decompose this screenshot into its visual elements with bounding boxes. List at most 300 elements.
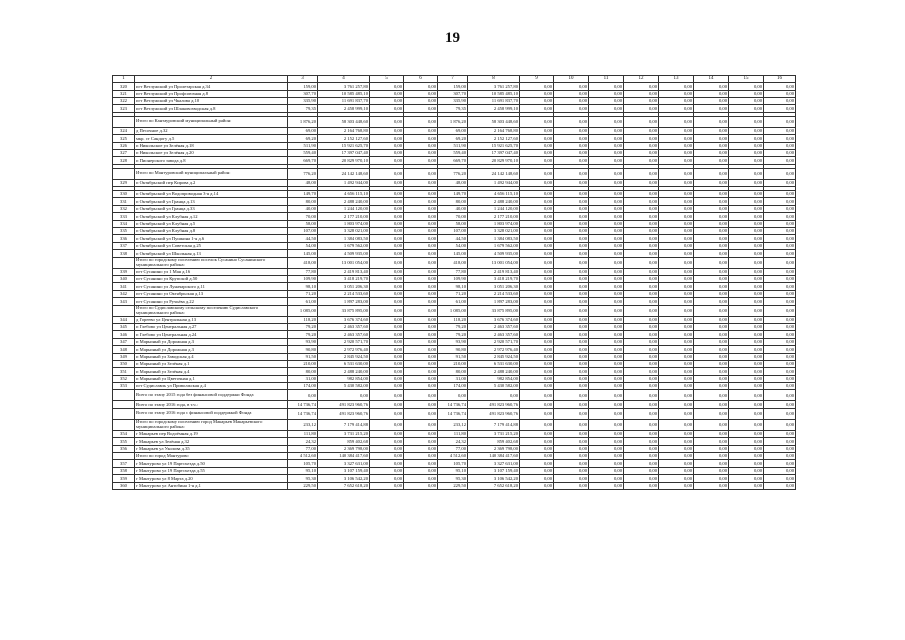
value-cell: 0,00	[370, 438, 404, 445]
value-cell: 0,00	[370, 242, 404, 249]
value-cell: 0,00	[729, 360, 764, 367]
value-cell: 2 458 999,10	[318, 105, 370, 112]
value-cell: 2 845 924,50	[468, 353, 520, 360]
address-cell: п Марьиный ул Дорожная д.3	[135, 346, 288, 353]
table-row	[113, 368, 796, 375]
value-cell: 0,00	[520, 360, 554, 367]
row-number: 360	[113, 482, 135, 489]
value-cell: 0,00	[624, 445, 659, 452]
value-cell: 0,00	[764, 276, 796, 283]
value-cell: 0,00	[694, 83, 729, 90]
value-cell: 0,00	[694, 408, 729, 419]
value-cell: 0,00	[520, 338, 554, 345]
value-cell: 0,00	[729, 453, 764, 460]
value-cell: 31,00	[438, 375, 468, 382]
value-cell: 0,00	[404, 323, 438, 330]
value-cell: 0,00	[554, 135, 589, 142]
value-cell: 0,00	[554, 375, 589, 382]
table-row	[113, 142, 796, 149]
column-number: 16	[764, 76, 796, 83]
value-cell: 4 656 115,10	[318, 191, 370, 198]
address-cell: п Марьиный ул Зелёная д.1	[135, 360, 288, 367]
row-number: 350	[113, 360, 135, 367]
value-cell: 0,00	[764, 257, 796, 268]
value-cell: 0,00	[624, 179, 659, 186]
value-cell: 0,00	[554, 228, 589, 235]
table-row	[113, 383, 796, 390]
value-cell: 0,00	[729, 323, 764, 330]
value-cell: 0,00	[729, 346, 764, 353]
value-cell: 0,00	[694, 419, 729, 430]
table-row	[113, 323, 796, 330]
address-cell: п Октябрьский ул Пушкина 1-я д.6	[135, 235, 288, 242]
value-cell: 511,90	[438, 142, 468, 149]
value-cell: 98,10	[438, 283, 468, 290]
value-cell: 0,00	[370, 179, 404, 186]
table-subtotal-row	[113, 390, 796, 401]
value-cell: 0,00	[659, 220, 694, 227]
value-cell: 0,00	[624, 438, 659, 445]
value-cell: 0,00	[729, 228, 764, 235]
value-cell: 0,00	[589, 213, 624, 220]
table-row	[113, 482, 796, 489]
value-cell: 0,00	[554, 430, 589, 437]
value-cell: 0,00	[729, 276, 764, 283]
value-cell: 0,00	[659, 157, 694, 164]
row-number	[113, 390, 135, 401]
value-cell: 109,90	[288, 276, 318, 283]
value-cell: 80,00	[438, 198, 468, 205]
value-cell: 0,00	[404, 467, 438, 474]
value-cell: 174,00	[438, 383, 468, 390]
value-cell: 0,00	[554, 438, 589, 445]
value-cell: 0,00	[764, 105, 796, 112]
value-cell: 0,00	[694, 198, 729, 205]
value-cell: 0,00	[694, 290, 729, 297]
value-cell: 0,00	[589, 83, 624, 90]
value-cell: 0,00	[659, 127, 694, 134]
address-cell: пгт Ветлужский ул Чкалова д.10	[135, 97, 288, 104]
row-number: 331	[113, 198, 135, 205]
value-cell: 0,00	[589, 383, 624, 390]
value-cell: 0,00	[764, 467, 796, 474]
address-cell: п Октябрьский пер Кирова д.2	[135, 179, 288, 186]
table-row	[113, 375, 796, 382]
value-cell: 0,00	[520, 168, 554, 179]
address-cell: п Октябрьский ул Советская д.25	[135, 242, 288, 249]
row-number: 359	[113, 475, 135, 482]
value-cell: 776,20	[438, 168, 468, 179]
value-cell: 0,00	[554, 390, 589, 401]
value-cell: 0,00	[370, 257, 404, 268]
value-cell: 2 920 571,70	[468, 338, 520, 345]
value-cell: 0,00	[404, 475, 438, 482]
value-cell: 0,00	[520, 305, 554, 316]
value-cell: 0,00	[624, 353, 659, 360]
value-cell: 0,00	[694, 438, 729, 445]
value-cell: 0,00	[624, 90, 659, 97]
value-cell: 0,00	[554, 168, 589, 179]
value-cell: 0,00	[764, 142, 796, 149]
value-cell: 0,00	[729, 430, 764, 437]
value-cell: 0,00	[764, 338, 796, 345]
value-cell: 3 327 631,00	[468, 460, 520, 467]
row-number: 337	[113, 242, 135, 249]
value-cell: 0,00	[694, 105, 729, 112]
value-cell: 0,00	[370, 368, 404, 375]
value-cell: 61,00	[288, 298, 318, 305]
value-cell: 93,90	[288, 338, 318, 345]
row-number: 325	[113, 135, 135, 142]
value-cell: 0,00	[554, 205, 589, 212]
value-cell: 0,00	[624, 482, 659, 489]
value-cell: 0,00	[694, 353, 729, 360]
value-cell: 5 430 582,00	[318, 383, 370, 390]
value-cell: 4 509 935,00	[468, 250, 520, 257]
value-cell: 0,00	[589, 482, 624, 489]
value-cell: 17 397 047,40	[468, 149, 520, 156]
value-cell: 0,00	[659, 179, 694, 186]
value-cell: 0,00	[764, 250, 796, 257]
address-cell: п Пионерского завода д.8	[135, 157, 288, 164]
value-cell: 0,00	[554, 283, 589, 290]
value-cell: 0,00	[589, 460, 624, 467]
value-cell: 0,00	[520, 205, 554, 212]
value-cell: 0,00	[370, 445, 404, 452]
value-cell: 0,00	[624, 290, 659, 297]
value-cell: 0,00	[520, 453, 554, 460]
address-cell: п Октябрьский ул Клубная д.5	[135, 220, 288, 227]
value-cell: 0,00	[764, 298, 796, 305]
value-cell: 48,00	[438, 179, 468, 186]
value-cell: 0,00	[729, 419, 764, 430]
value-cell: 40,00	[288, 205, 318, 212]
value-cell: 44,50	[438, 235, 468, 242]
value-cell: 0,00	[520, 316, 554, 323]
value-cell: 0,00	[370, 142, 404, 149]
value-cell: 559,40	[288, 149, 318, 156]
value-cell: 0,00	[589, 105, 624, 112]
value-cell: 7 652 618,20	[318, 482, 370, 489]
table-row	[113, 268, 796, 275]
column-number: 6	[404, 76, 438, 83]
value-cell: 0,00	[624, 383, 659, 390]
table-row	[113, 242, 796, 249]
column-number: 13	[659, 76, 694, 83]
value-cell: 0,00	[764, 90, 796, 97]
value-cell: 0,00	[659, 346, 694, 353]
value-cell: 0,00	[624, 127, 659, 134]
value-cell: 140 384 417,60	[318, 453, 370, 460]
value-cell: 0,00	[729, 97, 764, 104]
value-cell: 0,00	[404, 135, 438, 142]
value-cell: 0,00	[520, 135, 554, 142]
value-cell: 58 303 448,60	[468, 116, 520, 127]
value-cell: 2 458 999,10	[468, 105, 520, 112]
value-cell: 0,00	[404, 283, 438, 290]
value-cell: 58,00	[288, 220, 318, 227]
table-row	[113, 346, 796, 353]
value-cell: 0,00	[404, 191, 438, 198]
row-number: 327	[113, 149, 135, 156]
value-cell: 0,00	[554, 383, 589, 390]
value-cell: 2 177 210,00	[318, 213, 370, 220]
value-cell: 69,20	[288, 135, 318, 142]
table-row	[113, 149, 796, 156]
value-cell: 0,00	[554, 213, 589, 220]
value-cell: 0,00	[589, 97, 624, 104]
value-cell: 0,00	[554, 298, 589, 305]
value-cell: 0,00	[520, 97, 554, 104]
value-cell: 0,00	[659, 235, 694, 242]
value-cell: 0,00	[764, 290, 796, 297]
value-cell: 0,00	[520, 242, 554, 249]
value-cell: 0,00	[370, 430, 404, 437]
value-cell: 0,00	[764, 419, 796, 430]
address-cell: Итого по городскому поселению город Макарьев Макарьевского муниципального района:	[135, 419, 288, 430]
value-cell: 2 463 357,60	[318, 331, 370, 338]
value-cell: 0,00	[404, 290, 438, 297]
value-cell: 0,00	[659, 250, 694, 257]
row-number: 339	[113, 268, 135, 275]
value-cell: 0,00	[659, 467, 694, 474]
value-cell: 0,00	[554, 445, 589, 452]
value-cell: 0,00	[370, 338, 404, 345]
value-cell: 79,35	[438, 105, 468, 112]
value-cell: 0,00	[404, 149, 438, 156]
value-cell: 0,00	[520, 127, 554, 134]
value-cell: 0,00	[589, 90, 624, 97]
value-cell: 91,50	[288, 353, 318, 360]
value-cell: 0,00	[694, 453, 729, 460]
value-cell: 1 244 120,00	[468, 205, 520, 212]
address-cell: п Глебово ул Центральная д.24	[135, 331, 288, 338]
table-row	[113, 228, 796, 235]
value-cell: 2 972 976,40	[318, 346, 370, 353]
value-cell: 0,00	[694, 368, 729, 375]
value-cell: 0,00	[318, 390, 370, 401]
row-number: 343	[113, 298, 135, 305]
value-cell: 0,00	[659, 142, 694, 149]
value-cell: 2 369 798,00	[468, 445, 520, 452]
value-cell: 24,32	[288, 438, 318, 445]
value-cell: 0,00	[404, 268, 438, 275]
value-cell: 15 921 625,70	[318, 142, 370, 149]
value-cell: 1 679 562,00	[468, 242, 520, 249]
row-number: 341	[113, 283, 135, 290]
value-cell: 3 731 215,20	[468, 430, 520, 437]
value-cell: 0,00	[764, 228, 796, 235]
value-cell: 91,50	[438, 353, 468, 360]
value-cell: 0,00	[520, 220, 554, 227]
value-cell: 0,00	[729, 305, 764, 316]
value-cell: 0,00	[589, 257, 624, 268]
value-cell: 0,00	[764, 401, 796, 408]
value-cell: 418,00	[288, 257, 318, 268]
value-cell: 0,00	[404, 298, 438, 305]
value-cell: 0,00	[729, 213, 764, 220]
value-cell: 0,00	[404, 375, 438, 382]
value-cell: 335,90	[438, 97, 468, 104]
value-cell: 0,00	[764, 179, 796, 186]
value-cell: 0,00	[624, 475, 659, 482]
value-cell: 109,90	[438, 276, 468, 283]
value-cell: 3 676 374,60	[468, 316, 520, 323]
value-cell: 1 803 974,00	[468, 220, 520, 227]
value-cell: 0,00	[370, 191, 404, 198]
value-cell: 0,00	[729, 142, 764, 149]
value-cell: 2 463 357,60	[318, 323, 370, 330]
value-cell: 3 761 257,80	[318, 83, 370, 90]
value-cell: 0,00	[554, 419, 589, 430]
value-cell: 0,00	[589, 375, 624, 382]
value-cell: 0,00	[520, 346, 554, 353]
value-cell: 0,00	[659, 83, 694, 90]
value-cell: 0,00	[520, 149, 554, 156]
row-number: 326	[113, 142, 135, 149]
address-cell: пгт Ветлужский ул Профсоюзная д.8	[135, 90, 288, 97]
value-cell: 0,00	[694, 283, 729, 290]
value-cell: 0,00	[764, 283, 796, 290]
address-cell: пгт Сусанино ул Октябрьская д.13	[135, 290, 288, 297]
value-cell: 229,50	[438, 482, 468, 489]
value-cell: 0,00	[370, 453, 404, 460]
value-cell: 0,00	[438, 390, 468, 401]
value-cell: 13 001 054,00	[468, 257, 520, 268]
address-cell: г Мантурово ул 19 Партсъезда д.55	[135, 467, 288, 474]
address-cell: п Никольское ул Зелёная д.18	[135, 142, 288, 149]
value-cell: 0,00	[404, 305, 438, 316]
value-cell: 17 397 047,40	[318, 149, 370, 156]
value-cell: 0,00	[764, 213, 796, 220]
row-number: 330	[113, 191, 135, 198]
value-cell: 233,12	[438, 419, 468, 430]
value-cell: 0,00	[554, 338, 589, 345]
value-cell: 0,00	[520, 105, 554, 112]
value-cell: 0,00	[520, 298, 554, 305]
value-cell: 24,32	[438, 438, 468, 445]
row-number	[113, 419, 135, 430]
value-cell: 0,00	[370, 268, 404, 275]
value-cell: 0,00	[589, 268, 624, 275]
value-cell: 2 488 240,00	[318, 368, 370, 375]
value-cell: 491 823 960,76	[318, 408, 370, 419]
value-cell: 1 384 083,50	[468, 235, 520, 242]
value-cell: 0,00	[370, 283, 404, 290]
value-cell: 0,00	[694, 220, 729, 227]
value-cell: 982 854,00	[468, 375, 520, 382]
value-cell: 0,00	[659, 298, 694, 305]
housing-program-table	[112, 75, 796, 490]
value-cell: 0,00	[729, 331, 764, 338]
value-cell: 511,90	[288, 142, 318, 149]
value-cell: 7 179 414,88	[468, 419, 520, 430]
value-cell: 0,00	[554, 157, 589, 164]
value-cell: 90,80	[438, 346, 468, 353]
value-cell: 0,00	[589, 235, 624, 242]
address-cell: Итого по Мантуровский муниципальный район:	[135, 168, 288, 179]
value-cell: 69,00	[288, 127, 318, 134]
value-cell: 0,00	[370, 390, 404, 401]
value-cell: 0,00	[554, 242, 589, 249]
table-row	[113, 467, 796, 474]
value-cell: 0,00	[520, 283, 554, 290]
value-cell: 0,00	[659, 419, 694, 430]
value-cell: 0,00	[659, 475, 694, 482]
value-cell: 0,00	[659, 460, 694, 467]
value-cell: 77,80	[438, 268, 468, 275]
value-cell: 0,00	[589, 360, 624, 367]
table-row	[113, 353, 796, 360]
value-cell: 77,00	[288, 445, 318, 452]
value-cell: 69,20	[438, 135, 468, 142]
value-cell: 0,00	[624, 305, 659, 316]
value-cell: 0,00	[589, 168, 624, 179]
value-cell: 0,00	[694, 338, 729, 345]
value-cell: 0,00	[694, 213, 729, 220]
value-cell: 0,00	[554, 453, 589, 460]
value-cell: 0,00	[370, 316, 404, 323]
value-cell: 0,00	[404, 257, 438, 268]
row-number: 344	[113, 316, 135, 323]
value-cell: 0,00	[404, 127, 438, 134]
value-cell: 15 921 625,70	[468, 142, 520, 149]
value-cell: 3 107 159,40	[468, 467, 520, 474]
value-cell: 0,00	[729, 127, 764, 134]
value-cell: 0,00	[694, 460, 729, 467]
value-cell: 0,00	[370, 408, 404, 419]
value-cell: 0,00	[764, 198, 796, 205]
value-cell: 1 492 944,00	[318, 179, 370, 186]
value-cell: 0,00	[624, 142, 659, 149]
value-cell: 0,00	[589, 316, 624, 323]
value-cell: 0,00	[520, 430, 554, 437]
value-cell: 2 369 798,00	[318, 445, 370, 452]
value-cell: 0,00	[554, 346, 589, 353]
value-cell: 0,00	[764, 475, 796, 482]
value-cell: 0,00	[694, 157, 729, 164]
row-number: 348	[113, 346, 135, 353]
value-cell: 0,00	[404, 90, 438, 97]
value-cell: 0,00	[554, 97, 589, 104]
value-cell: 0,00	[694, 276, 729, 283]
row-number: 324	[113, 127, 135, 134]
value-cell: 0,00	[659, 331, 694, 338]
column-number: 8	[468, 76, 520, 83]
address-cell: г Макарьев пер Водоёмная д.19	[135, 430, 288, 437]
value-cell: 174,00	[288, 383, 318, 390]
row-number: 345	[113, 323, 135, 330]
page-number: 19	[445, 30, 460, 46]
value-cell: 0,00	[729, 283, 764, 290]
value-cell: 0,00	[624, 198, 659, 205]
value-cell: 3 327 631,00	[318, 460, 370, 467]
table-row	[113, 430, 796, 437]
value-cell: 0,00	[624, 298, 659, 305]
table-row	[113, 213, 796, 220]
table-subtotal-row	[113, 168, 796, 179]
table-subtotal-row	[113, 116, 796, 127]
value-cell: 0,00	[659, 375, 694, 382]
value-cell: 2 152 127,60	[468, 135, 520, 142]
value-cell: 0,00	[404, 228, 438, 235]
value-cell: 0,00	[624, 467, 659, 474]
address-cell: Итого по Кантауровский муниципальный район:	[135, 116, 288, 127]
value-cell: 0,00	[694, 116, 729, 127]
value-cell: 1 803 974,00	[318, 220, 370, 227]
value-cell: 159,00	[438, 83, 468, 90]
value-cell: 0,00	[520, 445, 554, 452]
